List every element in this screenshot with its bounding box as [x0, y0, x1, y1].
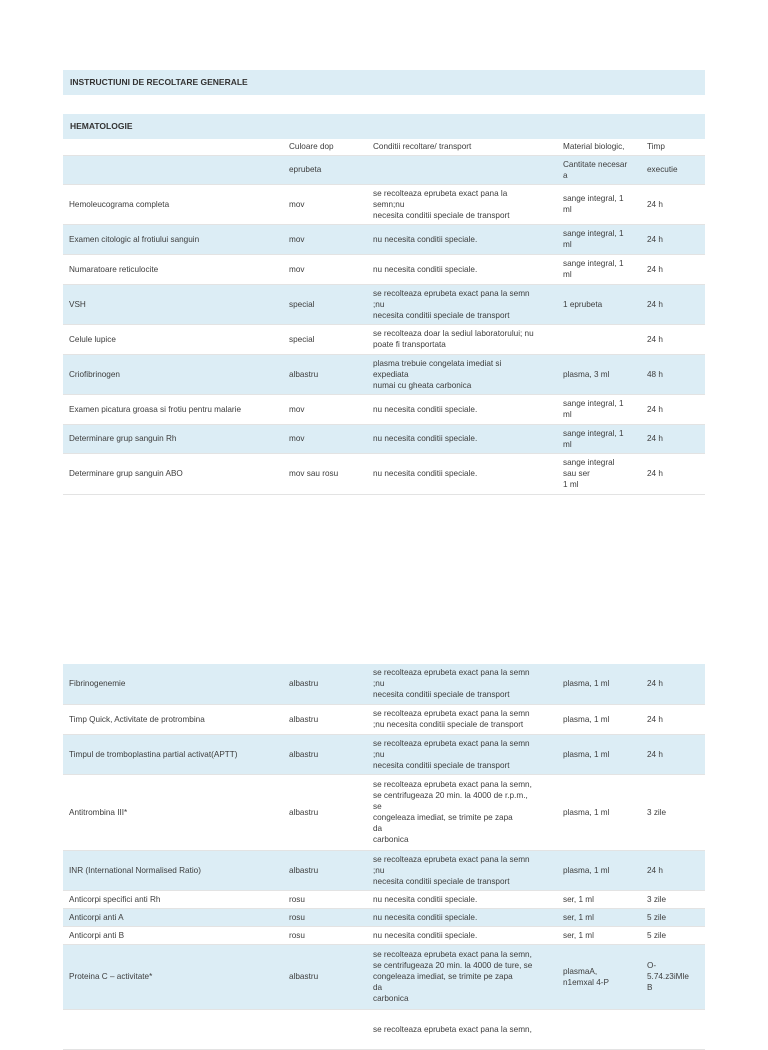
conditions-cell: se recolteaza eprubeta exact pana la semn, se centrifugeaza 20 min. la 4000 de r.p.m., se congeleaza imediat, se trimite pe zapa da carbonica	[367, 774, 557, 850]
conditions-cell: se recolteaza doar la sediul laboratorului; nu poate fi transportata	[367, 324, 557, 354]
material-cell	[557, 1009, 641, 1049]
table-row	[63, 944, 705, 1009]
conditions-cell: se recolteaza eprubeta exact pana la semn ;nu necesita conditii speciale de transport	[367, 704, 557, 734]
turnaround-cell: 5 zile	[641, 926, 705, 944]
conditions-cell: se recolteaza eprubeta exact pana la semn, se centrifugeaza 20 min. la 4000 de ture, se congeleaza imediat, se trimite pe zapa da carbonica	[367, 944, 557, 1009]
conditions-cell: se recolteaza eprubeta exact pana la semn ;nu necesita conditii speciale de transport	[367, 664, 557, 704]
material-cell: plasma, 1 ml	[557, 664, 641, 704]
material-cell: sange integral, 1 ml	[557, 254, 641, 284]
table-row	[63, 184, 705, 224]
cap-color-cell: albastru	[283, 664, 367, 704]
conditions-cell: se recolteaza eprubeta exact pana la semn,	[367, 1009, 557, 1049]
test-name-cell: Examen picatura groasa si frotiu pentru malarie	[63, 394, 283, 424]
material-cell: plasma, 1 ml	[557, 704, 641, 734]
header-row-1	[63, 139, 705, 155]
table-row	[63, 394, 705, 424]
turnaround-cell: 24 h	[641, 734, 705, 774]
cap-color-cell: mov	[283, 424, 367, 453]
turnaround-cell: 24 h	[641, 453, 705, 494]
cap-color-cell: albastru	[283, 774, 367, 850]
turnaround-cell: O- 5.74.z3iMle B	[641, 944, 705, 1009]
table-row	[63, 734, 705, 774]
table-row	[63, 774, 705, 850]
test-name-cell: Anticorpi anti A	[63, 908, 283, 926]
turnaround-cell: 24 h	[641, 224, 705, 254]
material-cell: ser, 1 ml	[557, 890, 641, 908]
turnaround-cell: 24 h	[641, 284, 705, 324]
conditions-cell: se recolteaza eprubeta exact pana la semn;nu necesita conditii speciale de transport	[367, 184, 557, 224]
turnaround-cell: 24 h	[641, 850, 705, 890]
test-name-cell: Antitrombina III*	[63, 774, 283, 850]
table-row	[63, 908, 705, 926]
header-row-2	[63, 155, 705, 184]
header-cell: Conditii recoltare/ transport	[367, 139, 557, 155]
test-name-cell: Proteina C – activitate*	[63, 944, 283, 1009]
material-cell: sange integral sau ser 1 ml	[557, 453, 641, 494]
table-row	[63, 224, 705, 254]
test-name-cell: INR (International Normalised Ratio)	[63, 850, 283, 890]
conditions-cell: nu necesita conditii speciale.	[367, 394, 557, 424]
conditions-cell: nu necesita conditii speciale.	[367, 926, 557, 944]
table-row	[63, 424, 705, 453]
cap-color-cell: albastru	[283, 944, 367, 1009]
header-cell: executie	[641, 155, 705, 184]
conditions-cell: nu necesita conditii speciale.	[367, 453, 557, 494]
header-cell	[63, 155, 283, 184]
table-row	[63, 926, 705, 944]
table-row	[63, 664, 705, 704]
cap-color-cell: special	[283, 284, 367, 324]
test-name-cell: VSH	[63, 284, 283, 324]
test-name-cell: Timpul de tromboplastina partial activat(APTT)	[63, 734, 283, 774]
conditions-cell: se recolteaza eprubeta exact pana la semn ;nu necesita conditii speciale de transport	[367, 850, 557, 890]
turnaround-cell	[641, 1009, 705, 1049]
cap-color-cell	[283, 1009, 367, 1049]
header-cell: Material biologic,	[557, 139, 641, 155]
material-cell: ser, 1 ml	[557, 908, 641, 926]
material-cell: plasma, 1 ml	[557, 774, 641, 850]
conditions-cell: se recolteaza eprubeta exact pana la semn ;nu necesita conditii speciale de transport	[367, 284, 557, 324]
turnaround-cell: 24 h	[641, 664, 705, 704]
turnaround-cell: 24 h	[641, 254, 705, 284]
cap-color-cell: mov	[283, 184, 367, 224]
test-name-cell: Determinare grup sanguin ABO	[63, 453, 283, 494]
turnaround-cell: 48 h	[641, 354, 705, 394]
hematology-title: HEMATOLOGIE	[63, 114, 705, 139]
table-row	[63, 850, 705, 890]
turnaround-cell: 24 h	[641, 704, 705, 734]
header-cell: Culoare dop	[283, 139, 367, 155]
test-name-cell: Numaratoare reticulocite	[63, 254, 283, 284]
header-cell: Timp	[641, 139, 705, 155]
conditions-cell: nu necesita conditii speciale.	[367, 424, 557, 453]
test-name-cell: Timp Quick, Activitate de protrombina	[63, 704, 283, 734]
cap-color-cell: mov	[283, 224, 367, 254]
test-name-cell	[63, 1009, 283, 1049]
material-cell: plasma, 1 ml	[557, 850, 641, 890]
general-instructions-title: INSTRUCTIUNI DE RECOLTARE GENERALE	[63, 70, 705, 95]
conditions-cell: se recolteaza eprubeta exact pana la semn ;nu necesita conditii speciale de transport	[367, 734, 557, 774]
material-cell	[557, 324, 641, 354]
cap-color-cell: rosu	[283, 890, 367, 908]
test-name-cell: Hemoleucograma completa	[63, 184, 283, 224]
cap-color-cell: mov	[283, 394, 367, 424]
conditions-cell: nu necesita conditii speciale.	[367, 254, 557, 284]
material-cell: ser, 1 ml	[557, 926, 641, 944]
header-cell	[63, 139, 283, 155]
conditions-cell: plasma trebuie congelata imediat si expediata numai cu gheata carbonica	[367, 354, 557, 394]
turnaround-cell: 24 h	[641, 184, 705, 224]
turnaround-cell: 3 zile	[641, 890, 705, 908]
hematology-table-bottom	[63, 664, 705, 1050]
conditions-cell: nu necesita conditii speciale.	[367, 890, 557, 908]
material-cell: sange integral, 1 ml	[557, 224, 641, 254]
cap-color-cell: mov sau rosu	[283, 453, 367, 494]
cap-color-cell: mov	[283, 254, 367, 284]
table-row	[63, 354, 705, 394]
turnaround-cell: 24 h	[641, 424, 705, 453]
cap-color-cell: albastru	[283, 354, 367, 394]
turnaround-cell: 3 zile	[641, 774, 705, 850]
table-row	[63, 1009, 705, 1049]
test-name-cell: Examen citologic al frotiului sanguin	[63, 224, 283, 254]
test-name-cell: Criofibrinogen	[63, 354, 283, 394]
material-cell: 1 eprubeta	[557, 284, 641, 324]
test-name-cell: Determinare grup sanguin Rh	[63, 424, 283, 453]
header-cell: Cantitate necesar a	[557, 155, 641, 184]
test-name-cell: Celule lupice	[63, 324, 283, 354]
table-row	[63, 284, 705, 324]
cap-color-cell: rosu	[283, 926, 367, 944]
cap-color-cell: special	[283, 324, 367, 354]
cap-color-cell: albastru	[283, 704, 367, 734]
table-row	[63, 704, 705, 734]
material-cell: plasma, 3 ml	[557, 354, 641, 394]
test-name-cell: Anticorpi anti B	[63, 926, 283, 944]
cap-color-cell: rosu	[283, 908, 367, 926]
material-cell: sange integral, 1 ml	[557, 424, 641, 453]
turnaround-cell: 5 zile	[641, 908, 705, 926]
conditions-cell: nu necesita conditii speciale.	[367, 908, 557, 926]
material-cell: sange integral, 1 ml	[557, 394, 641, 424]
header-cell	[367, 155, 557, 184]
table-row	[63, 254, 705, 284]
cap-color-cell: albastru	[283, 850, 367, 890]
material-cell: plasma, 1 ml	[557, 734, 641, 774]
turnaround-cell: 24 h	[641, 324, 705, 354]
table-row	[63, 890, 705, 908]
turnaround-cell: 24 h	[641, 394, 705, 424]
test-name-cell: Anticorpi specifici anti Rh	[63, 890, 283, 908]
material-cell: plasmaA, n1emxal 4-P	[557, 944, 641, 1009]
table-row	[63, 453, 705, 494]
header-cell: eprubeta	[283, 155, 367, 184]
test-name-cell: Fibrinogenemie	[63, 664, 283, 704]
hematology-table-top	[63, 139, 705, 495]
material-cell: sange integral, 1 ml	[557, 184, 641, 224]
conditions-cell: nu necesita conditii speciale.	[367, 224, 557, 254]
cap-color-cell: albastru	[283, 734, 367, 774]
table-row	[63, 324, 705, 354]
